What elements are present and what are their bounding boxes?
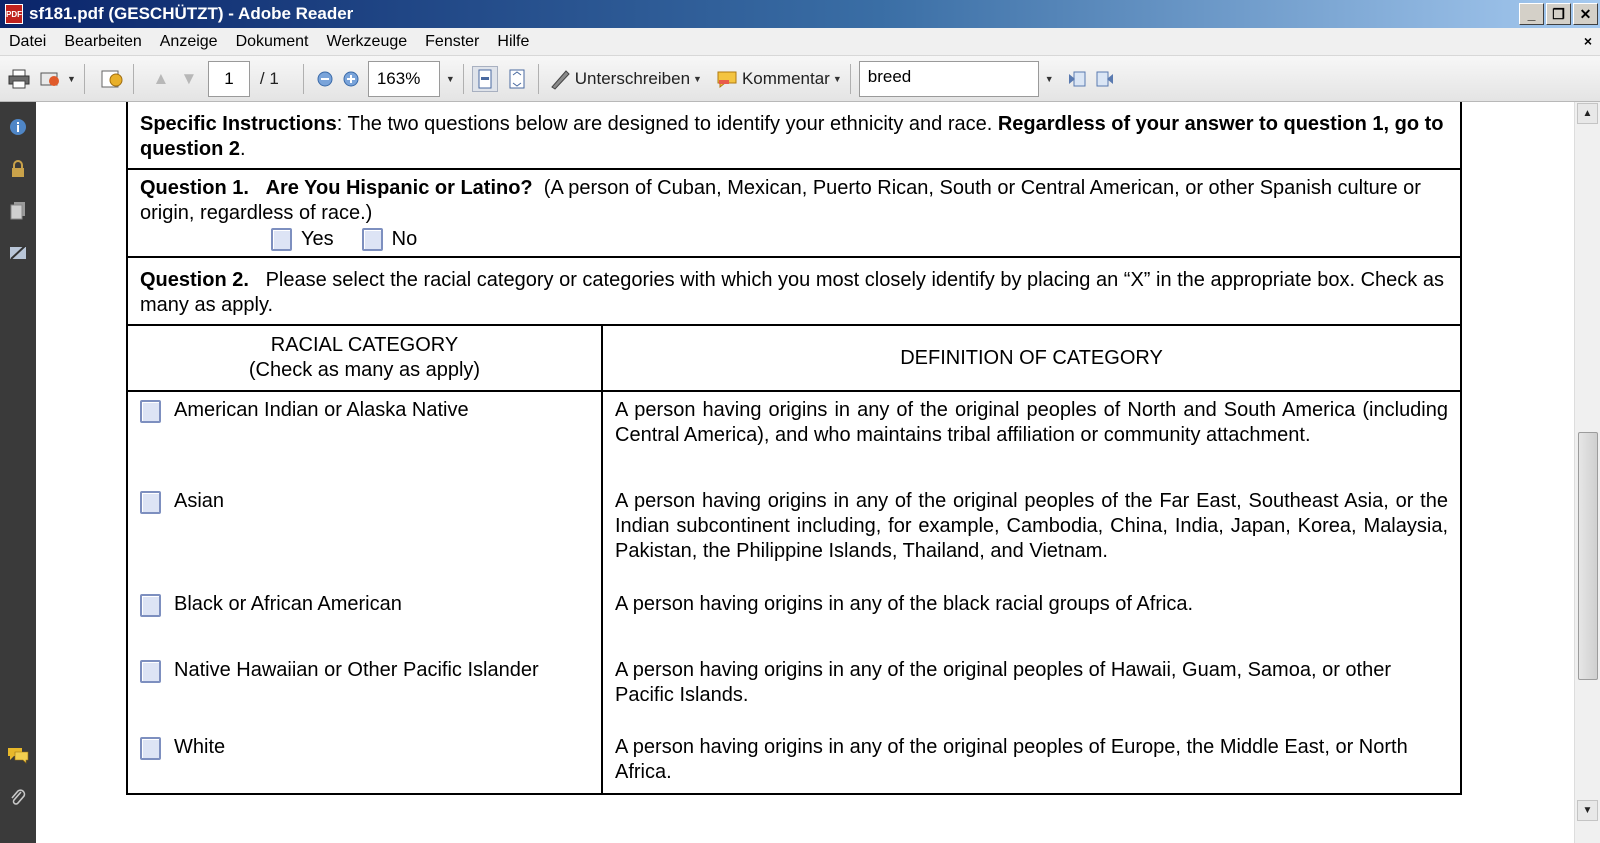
info-icon[interactable]: [7, 116, 29, 138]
racial-category-header-title: RACIAL CATEGORY: [270, 334, 459, 356]
definition-header-title: DEFINITION OF CATEGORY: [900, 346, 1163, 369]
hispanic-yes-label: Yes: [301, 228, 334, 250]
menu-dokument[interactable]: Dokument: [235, 32, 309, 50]
fit-width-icon[interactable]: [472, 66, 498, 92]
toolbar-separator: [303, 64, 304, 94]
menu-hilfe[interactable]: Hilfe: [497, 32, 530, 50]
menu-fenster[interactable]: Fenster: [425, 32, 480, 50]
page-number-input[interactable]: [208, 61, 250, 97]
find-previous-icon[interactable]: [1064, 66, 1090, 92]
find-next-icon[interactable]: [1092, 66, 1118, 92]
sign-pen-icon[interactable]: [547, 66, 573, 92]
category-definition: A person having origins in any of the black racial groups of Africa.: [615, 593, 1194, 615]
category-definition: A person having origins in any of the original peoples of Hawaii, Guam, Samoa, or other Pacific Islands.: [615, 659, 1391, 706]
title-bar: [0, 0, 1600, 28]
question-2-label: Question 2.: [140, 269, 249, 291]
vertical-scrollbar[interactable]: [1574, 102, 1600, 843]
asian-checkbox[interactable]: [140, 491, 161, 514]
racial-category-header: [128, 326, 601, 392]
sign-button[interactable]: Unterschreiben: [574, 68, 691, 88]
toolbar-separator: [133, 64, 134, 94]
comment-button[interactable]: Kommentar: [741, 68, 830, 88]
toolbar: [0, 56, 1600, 102]
attachments-icon[interactable]: [7, 786, 29, 808]
instructions-bold-text: Regardless of your answer to question 1, go to question 2: [140, 113, 1444, 160]
pages-icon[interactable]: [7, 200, 29, 222]
scrollbar-thumb[interactable]: [1578, 432, 1598, 680]
minimize-button[interactable]: _: [1519, 3, 1544, 25]
native-hawaiian-checkbox[interactable]: [140, 660, 161, 683]
question-2: [128, 258, 1460, 326]
comment-icon[interactable]: [714, 66, 740, 92]
hispanic-options: [271, 227, 1448, 252]
racial-category-table: [128, 326, 1460, 795]
chevron-down-icon[interactable]: ▼: [67, 73, 76, 84]
category-row: [128, 392, 601, 483]
chevron-down-icon[interactable]: ▼: [832, 73, 842, 84]
scroll-down-icon[interactable]: ▼: [1577, 800, 1598, 821]
black-african-american-checkbox[interactable]: [140, 594, 161, 617]
email-icon[interactable]: [38, 66, 64, 92]
zoom-value: 163%: [376, 68, 421, 88]
category-definition: A person having origins in any of the original peoples of North and South America (including Central America), and who maintains tribal affiliation or community attachment.: [615, 399, 1448, 446]
category-row: [128, 729, 601, 793]
instructions-text: : The two questions below are designed to identify your ethnicity and race.: [336, 113, 998, 135]
hispanic-yes-checkbox[interactable]: [271, 228, 292, 251]
fit-page-icon[interactable]: [504, 66, 530, 92]
hispanic-no-label: No: [391, 228, 418, 250]
category-label: Native Hawaiian or Other Pacific Islander: [174, 659, 539, 681]
collaborate-icon[interactable]: [99, 66, 125, 92]
category-definition: A person having origins in any of the original peoples of the Far East, Southeast Asia, or the Indian subcontinent including, for example, Cambodia, China, India, Japan, Korea, Malaysia, Pakistan, the Philippine Islands, Thailand, and Vietnam.: [615, 490, 1448, 562]
instructions-label: Specific Instructions: [140, 113, 337, 135]
toolbar-separator: [850, 64, 851, 94]
definition-column: [603, 326, 1460, 793]
menu-datei[interactable]: Datei: [9, 32, 47, 50]
menu-werkzeuge[interactable]: Werkzeuge: [326, 32, 408, 50]
sf181-form: [126, 102, 1462, 795]
previous-page-icon[interactable]: ▲: [152, 68, 170, 88]
search-dropdown-icon[interactable]: ▼: [1044, 73, 1054, 84]
zoom-dropdown-icon[interactable]: ▼: [445, 73, 455, 84]
white-checkbox[interactable]: [140, 737, 161, 760]
category-label: American Indian or Alaska Native: [174, 399, 469, 421]
menu-anzeige[interactable]: Anzeige: [159, 32, 218, 50]
lock-icon[interactable]: [7, 158, 29, 180]
question-1-label: Question 1.: [140, 177, 249, 199]
menu-bar: [0, 28, 1600, 56]
american-indian-checkbox[interactable]: [140, 400, 161, 423]
category-definition: A person having origins in any of the original peoples of Europe, the Middle East, or North Africa.: [615, 736, 1408, 783]
chevron-down-icon[interactable]: ▼: [693, 73, 702, 84]
window-title: sf181.pdf (GESCHÜTZT) - Adobe Reader: [29, 4, 354, 23]
print-icon[interactable]: [6, 66, 32, 92]
racial-category-column: [128, 326, 603, 793]
category-label: Asian: [174, 490, 225, 512]
toolbar-separator: [538, 64, 539, 94]
definition-header: [603, 326, 1460, 392]
hispanic-no-checkbox[interactable]: [362, 228, 383, 251]
next-page-icon[interactable]: ▼: [180, 68, 198, 88]
toolbar-separator: [84, 64, 85, 94]
scroll-up-icon[interactable]: ▲: [1577, 103, 1598, 124]
restore-button[interactable]: ❐: [1546, 3, 1571, 25]
zoom-out-icon[interactable]: [312, 66, 338, 92]
document-view[interactable]: [36, 102, 1574, 843]
instructions-end: .: [240, 138, 246, 160]
category-label: Black or African American: [174, 593, 402, 615]
signatures-icon[interactable]: [7, 242, 29, 264]
comments-icon[interactable]: [7, 744, 29, 766]
search-value: breed: [867, 66, 912, 86]
category-row: [128, 652, 601, 729]
question-2-text: Please select the racial category or categories with which you most closely identify by placing an “X” in the appropriate box. Check as many as apply.: [140, 269, 1444, 316]
category-row: [128, 483, 601, 586]
search-input[interactable]: [859, 61, 1039, 97]
menu-bearbeiten[interactable]: Bearbeiten: [64, 32, 142, 50]
page-total: / 1: [259, 68, 279, 88]
close-window-button[interactable]: ✕: [1573, 3, 1598, 25]
navigation-panel: [0, 102, 36, 843]
toolbar-separator: [463, 64, 464, 94]
zoom-input[interactable]: [368, 61, 440, 97]
specific-instructions: [128, 102, 1460, 170]
close-document-button[interactable]: ×: [1583, 33, 1592, 49]
zoom-in-icon[interactable]: [338, 66, 364, 92]
question-1-text: (A person of Cuban, Mexican, Puerto Rican, South or Central American, or other Spanish culture or origin, regardless of race.): [140, 177, 1421, 224]
category-row: [128, 586, 601, 652]
racial-category-header-note: (Check as many as apply): [248, 359, 481, 381]
page-number-value: 1: [224, 68, 234, 88]
question-1-question: Are You Hispanic or Latino?: [265, 177, 533, 199]
adobe-reader-app-icon: PDF: [5, 4, 23, 24]
category-label: White: [174, 736, 226, 758]
question-1: [128, 170, 1460, 258]
